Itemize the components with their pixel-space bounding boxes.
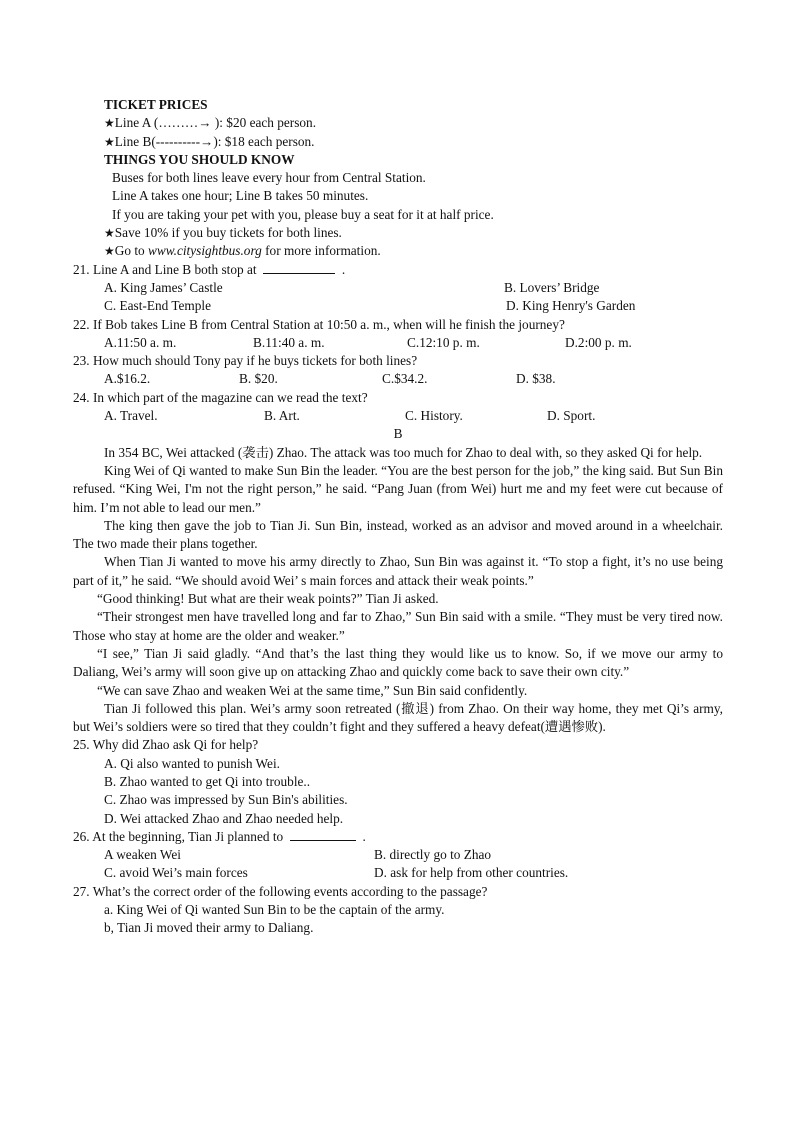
- save-note-text: Save 10% if you buy tickets for both lines.: [114, 225, 342, 241]
- option-a: A.11:50 a. m.: [104, 334, 177, 350]
- passage-paragraph: “I see,” Tian Ji said gladly. “And that’s the last thing they would like us to know. So, if we move our army to Daliang, Wei’s army will soon give up on attacking Zhao and quickly come back to save their own city.”: [73, 645, 723, 680]
- passage-paragraph: “Good thinking! But what are their weak points?” Tian Ji asked.: [97, 591, 439, 607]
- question-24: 24. In which part of the magazine can we read the text?: [73, 389, 368, 405]
- website-link[interactable]: www.citysightbus.org: [148, 243, 262, 259]
- question-23: 23. How much should Tony pay if he buys tickets for both lines?: [73, 353, 418, 369]
- question-26-options-row-1: [73, 846, 723, 864]
- passage-paragraph: The king then gave the job to Tian Ji. Sun Bin, instead, worked as an advisor and moved around in a wheelchair. The two made their plans together.: [73, 517, 723, 552]
- question-21: [73, 261, 723, 279]
- option-b: B. Zhao wanted to get Qi into trouble..: [104, 773, 311, 789]
- star-icon: ★: [104, 226, 115, 241]
- question-stem: 26. At the beginning, Tian Ji planned to: [73, 828, 284, 844]
- question-22: 22. If Bob takes Line B from Central Station at 10:50 a. m., when will he finish the journey?: [73, 316, 565, 332]
- question-27: 27. What’s the correct order of the following events according to the passage?: [73, 883, 488, 899]
- option-d: D. Sport.: [547, 408, 596, 424]
- ticket-prices-heading: TICKET PRICES: [104, 97, 208, 112]
- ticket-line-a-text: Line A (………→ ): $20 each person.: [114, 115, 317, 131]
- passage-paragraph: “We can save Zhao and weaken Wei at the same time,” Sun Bin said confidently.: [97, 682, 528, 698]
- note-line: Line A takes one hour; Line B takes 50 minutes.: [112, 188, 369, 204]
- question-23-options: [73, 370, 723, 388]
- answer-blank: [263, 261, 335, 274]
- question-26-options-row-2: [73, 864, 723, 882]
- note-line: If you are taking your pet with you, please buy a seat for it at half price.: [112, 206, 494, 222]
- passage-paragraph: In 354 BC, Wei attacked (袭击) Zhao. The attack was too much for Zhao to deal with, so they asked Qi for help.: [104, 444, 703, 460]
- passage-paragraph: “Their strongest men have travelled long and far to Zhao,” Sun Bin said with a smile. “They must be very tired now. Those who stay at home are the older and weaker.”: [73, 609, 723, 643]
- question-24-options: [73, 407, 723, 425]
- option-c: C. History.: [405, 408, 463, 424]
- ticket-line-a: [73, 114, 723, 132]
- star-icon: ★: [104, 244, 115, 259]
- option-a: A.$16.2.: [104, 371, 151, 387]
- question-21-options-row-2: [73, 297, 723, 315]
- ticket-line-b: [73, 133, 723, 151]
- option-a: A. King James’ Castle: [104, 279, 223, 295]
- option-c: C. East-End Temple: [104, 298, 212, 314]
- question-21-options-row-1: [73, 279, 723, 297]
- question-22-options: [73, 334, 723, 352]
- option-c: C. avoid Wei’s main forces: [104, 865, 248, 881]
- answer-blank: [290, 828, 356, 841]
- things-heading: THINGS YOU SHOULD KNOW: [104, 151, 295, 167]
- option-d: D.2:00 p. m.: [565, 334, 632, 350]
- option-c: C.12:10 p. m.: [407, 334, 480, 350]
- goto-prefix: Go to: [114, 243, 149, 259]
- option-b: B. Lovers’ Bridge: [504, 279, 600, 295]
- option-b: B.11:40 a. m.: [253, 334, 325, 350]
- event-item: a. King Wei of Qi wanted Sun Bin to be the captain of the army.: [104, 902, 445, 918]
- note-line: Buses for both lines leave every hour from Central Station.: [112, 170, 426, 186]
- event-item: b, Tian Ji moved their army to Daliang.: [104, 920, 314, 936]
- section-b-title: B: [393, 426, 403, 442]
- question-stem-end: .: [362, 828, 366, 844]
- passage-paragraph: Tian Ji followed this plan. Wei’s army soon retreated (撤退) from Zhao. On their way home, they met Qi’s army, but Wei’s soldiers were so tired that they couldn’t fight and they suffered a heavy defeat(遭遇惨败).: [73, 700, 723, 735]
- star-icon: ★: [104, 116, 115, 131]
- question-26: [73, 828, 723, 846]
- option-a: A. Travel.: [104, 408, 158, 424]
- star-icon: ★: [104, 134, 115, 149]
- option-d: D. King Henry's Garden: [506, 298, 636, 314]
- option-d: D. $38.: [516, 371, 556, 387]
- ticket-line-b-text: Line B(----------→): $18 each person.: [114, 133, 315, 149]
- option-c: C. Zhao was impressed by Sun Bin's abilities.: [104, 792, 348, 808]
- question-25: 25. Why did Zhao ask Qi for help?: [73, 737, 259, 753]
- save-note: [73, 224, 723, 242]
- goto-suffix: for more information.: [261, 243, 381, 259]
- option-b: B. Art.: [264, 408, 300, 424]
- question-stem: 21. Line A and Line B both stop at: [73, 261, 257, 277]
- question-stem-end: .: [341, 261, 346, 277]
- passage-paragraph: King Wei of Qi wanted to make Sun Bin the leader. “You are the best person for the job,” the king said. But Sun Bin refused. “King Wei, I'm not the right person,” he said. “Pang Juan (from Wei) hurt me and my feet were cut because of him. I’m not able to lead our men.”: [73, 462, 723, 515]
- option-a: A. Qi also wanted to punish Wei.: [104, 755, 280, 771]
- option-a: A weaken Wei: [104, 847, 181, 863]
- option-b: B. $20.: [239, 371, 278, 387]
- option-d: D. Wei attacked Zhao and Zhao needed help.: [104, 810, 344, 826]
- option-c: C.$34.2.: [382, 371, 428, 387]
- document-content: [73, 96, 723, 938]
- option-b: B. directly go to Zhao: [374, 847, 492, 863]
- option-d: D. ask for help from other countries.: [374, 865, 569, 881]
- passage-paragraph: When Tian Ji wanted to move his army directly to Zhao, Sun Bin was against it. “To stop a fight, it’s no use being part of it,” he said. “We should avoid Wei’ s main forces and attack their weak points.”: [73, 554, 723, 588]
- goto-note: [73, 242, 723, 260]
